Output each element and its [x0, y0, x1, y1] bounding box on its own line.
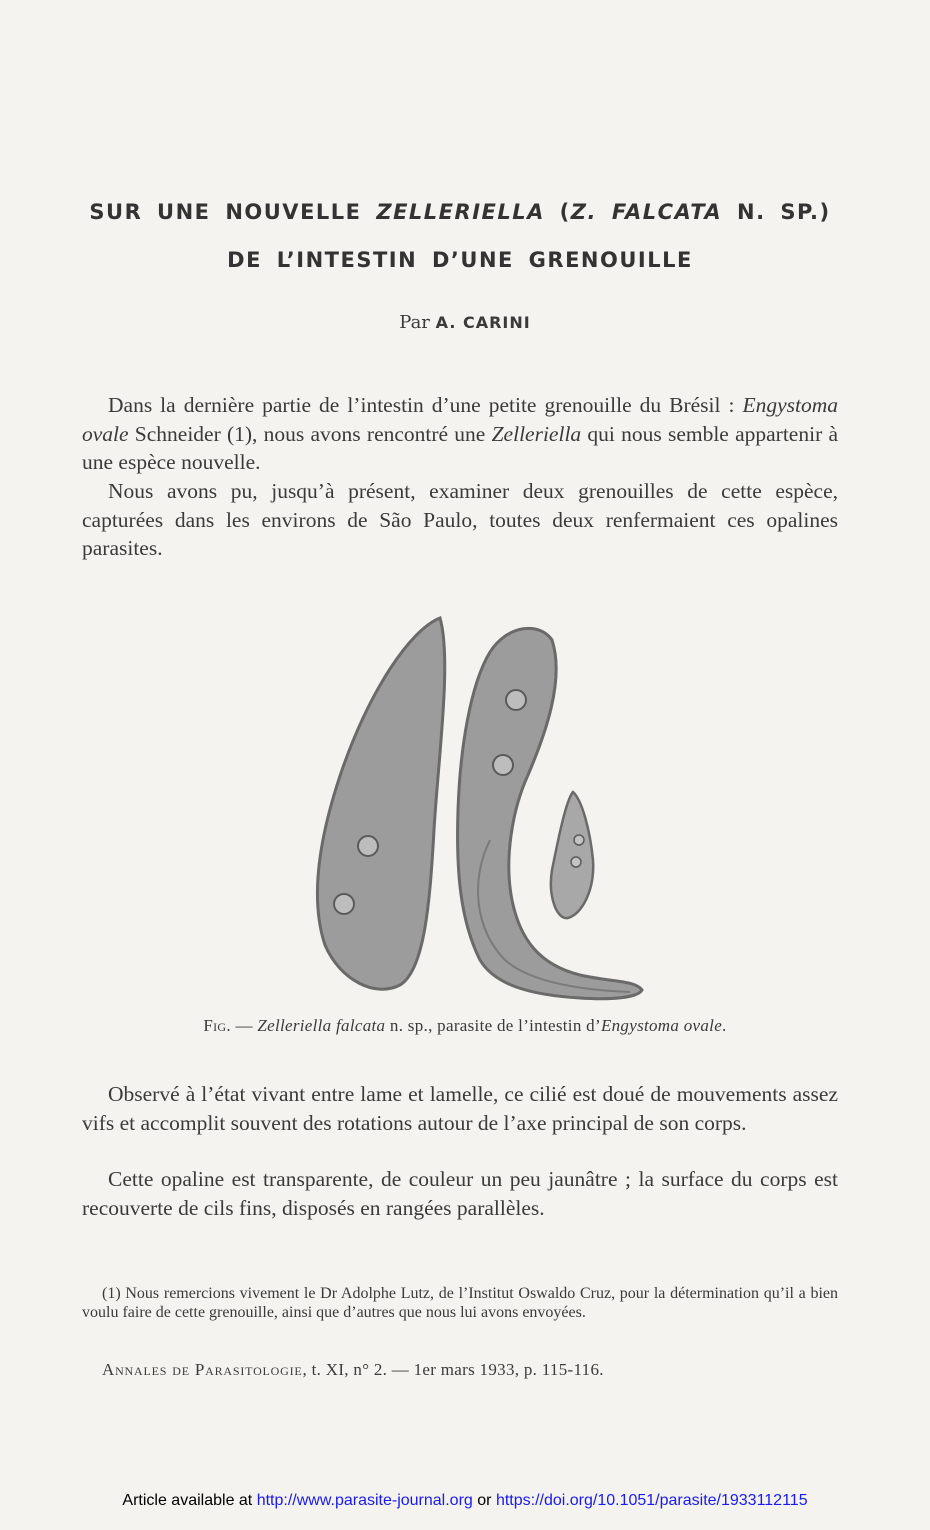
journal-reference — [102, 1360, 604, 1380]
text-run: Dans la dernière partie de l’intestin d’une petite grenouille du Brésil : — [108, 393, 743, 417]
cell-small-right — [551, 792, 593, 918]
caption-host: Engystoma ovale — [600, 1016, 723, 1035]
nucleus — [493, 755, 513, 775]
genus-name: Zelleriella — [491, 421, 582, 446]
paragraph-2: Nous avons pu, jusqu’à présent, examiner deux grenouilles de cette espèce, capturées dans les environs de São Paulo, toutes deux renfermaient ces opalines parasites. — [82, 479, 838, 560]
nucleus — [506, 690, 526, 710]
caption-species: Zelleriella falcata — [257, 1016, 386, 1035]
text-run: n. sp., parasite de l’intestin d’ — [385, 1016, 601, 1035]
cell-curved-middle — [458, 628, 642, 998]
doi-link[interactable]: https://doi.org/10.1051/parasite/1933112115 — [495, 1492, 808, 1509]
text-run: Schneider (1), nous avons rencontré une — [128, 421, 492, 446]
availability-footer — [0, 1492, 930, 1510]
journal-details: , t. XI, n° 2. — 1er mars 1933, p. 115-116. — [302, 1360, 604, 1379]
title-part: ( — [544, 200, 571, 224]
species-name: Engystoma ovale — [82, 393, 838, 446]
availability-prefix: Article available at — [122, 1492, 257, 1509]
cell-large-left — [317, 618, 444, 989]
text-run: . — [722, 1016, 727, 1035]
footnote: (1) Nous remercions vivement le Dr Adolphe Lutz, de l’Institut Oswaldo Cruz, pour la détermination qu’il a bien voulu faire de cette grenouille, ainsi que d’autres que nous lui avons envoyées. — [82, 1285, 838, 1321]
availability-or: or — [472, 1492, 496, 1509]
paragraph-1 — [82, 391, 838, 477]
article-title-line-1 — [80, 200, 840, 224]
nucleus — [571, 857, 581, 867]
figure-caption — [0, 1016, 930, 1036]
title-part: N. SP.) — [722, 200, 831, 224]
title-species: Z. FALCATA — [570, 200, 723, 224]
author-name: A. CARINI — [435, 313, 531, 332]
author-line — [0, 312, 930, 333]
text-run: qui nous semble appartenir à une espèce nouvelle. — [82, 421, 839, 474]
caption-label: Fig. — [203, 1016, 231, 1035]
nucleus — [358, 836, 378, 856]
journal-link[interactable]: http://www.parasite-journal.org — [256, 1492, 473, 1509]
paragraph-3: Observé à l’état vivant entre lame et lamelle, ce cilié est doué de mouvements assez vifs et accomplit souvent des rotations autour de l’axe principal de son corps. — [82, 1082, 838, 1135]
journal-name: Annales de Parasitologie — [102, 1360, 303, 1379]
figure-zelleriella-illustration — [290, 600, 660, 1010]
paragraph-4: Cette opaline est transparente, de couleur un peu jaunâtre ; la surface du corps est recouverte de cils fins, disposés en rangées parallèles. — [82, 1167, 838, 1220]
nucleus — [574, 835, 584, 845]
nucleus — [334, 894, 354, 914]
title-genus: ZELLERIELLA — [376, 200, 545, 224]
title-part: SUR UNE NOUVELLE — [89, 200, 377, 224]
text-run: — — [230, 1016, 258, 1035]
article-title-line-2: DE L’INTESTIN D’UNE GRENOUILLE — [227, 248, 693, 272]
author-prefix: Par — [399, 312, 436, 333]
